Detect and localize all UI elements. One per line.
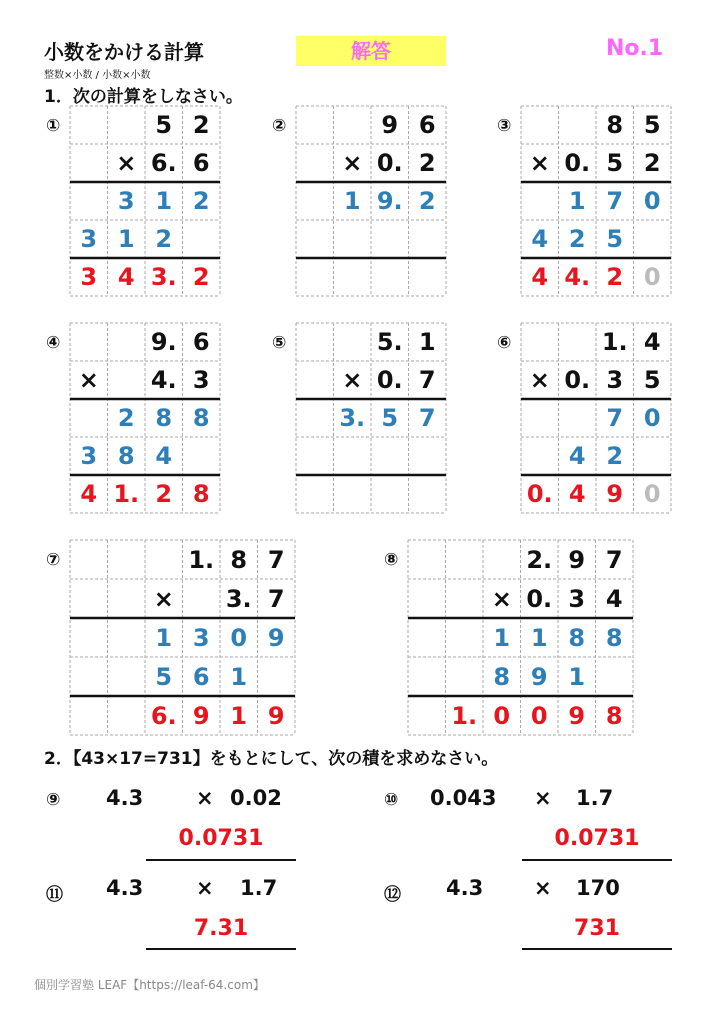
digit-cell: 5 — [643, 366, 661, 394]
derived-label: ⑩ — [384, 790, 399, 810]
digit-cell: 7 — [606, 404, 624, 432]
digit-cell: 0 — [530, 701, 548, 730]
digit-cell: 6 — [192, 149, 210, 177]
digit-cell: 1 — [568, 662, 586, 691]
digit-cell: 2 — [418, 187, 436, 215]
digit-cell: 4 — [643, 328, 661, 356]
digit-cell: 3. — [225, 584, 252, 613]
operand-a: 0.043 — [430, 786, 497, 810]
digit-cell: 5 — [606, 149, 624, 177]
digit-cell: 0 — [643, 263, 661, 291]
operand-a: 4.3 — [106, 876, 144, 900]
digit-cell: 1 — [230, 701, 248, 730]
section1-title: 1．次の計算をしなさい。 — [44, 87, 243, 107]
digit-cell: 0 — [643, 187, 661, 215]
derived-answer: 0.0731 — [178, 826, 264, 851]
digit-cell: 2 — [606, 263, 624, 291]
operand-b: 1.7 — [240, 876, 278, 900]
digit-cell: 2 — [155, 480, 173, 508]
digit-cell: 7 — [418, 404, 436, 432]
digit-cell: 3 — [80, 263, 98, 291]
page-subtitle: 整数×小数 / 小数×小数 — [44, 70, 151, 81]
derived-answer: 731 — [574, 916, 620, 941]
digit-cell: 0. — [564, 149, 591, 177]
digit-cell: 4. — [564, 263, 591, 291]
digit-cell: 2. — [526, 545, 553, 574]
problem-label: ① — [46, 116, 61, 136]
digit-cell: 9 — [267, 623, 285, 652]
digit-cell: 8 — [568, 623, 586, 652]
answer-badge: 解答 — [296, 36, 446, 66]
operand-a: 4.3 — [106, 786, 144, 810]
digit-cell: 3 — [192, 366, 210, 394]
digit-cell: 9 — [192, 701, 210, 730]
digit-cell: 6 — [192, 328, 210, 356]
digit-cell: 7 — [418, 366, 436, 394]
digit-cell: 7 — [267, 584, 285, 613]
operand-b: 170 — [576, 876, 620, 900]
page-title: 小数をかける計算 — [44, 40, 204, 64]
problem-label: ⑧ — [384, 550, 399, 570]
problem-label: ③ — [497, 116, 512, 136]
digit-cell: 6 — [418, 111, 436, 139]
digit-cell: 2 — [155, 225, 173, 253]
digit-cell: 7 — [605, 545, 623, 574]
times-sign: × — [342, 149, 363, 177]
digit-cell: 2 — [568, 225, 586, 253]
digit-cell: 0. — [376, 149, 403, 177]
digit-cell: 9 — [568, 545, 586, 574]
digit-cell: 4 — [531, 263, 549, 291]
digit-cell: 6. — [150, 701, 177, 730]
problem-label: ④ — [46, 333, 61, 353]
digit-cell: 3 — [80, 225, 98, 253]
digit-cell: 0 — [493, 701, 511, 730]
digit-cell: 4 — [80, 480, 98, 508]
digit-cell: 3 — [192, 623, 210, 652]
digit-cell: 3 — [568, 584, 586, 613]
derived-answer: 7.31 — [193, 916, 249, 941]
digit-cell: 2 — [192, 263, 210, 291]
digit-cell: 4 — [155, 442, 173, 470]
digit-cell: 0. — [376, 366, 403, 394]
derived-label: ⑨ — [46, 790, 61, 810]
digit-cell: 8 — [155, 404, 173, 432]
operand-b: 1.7 — [576, 786, 614, 810]
digit-cell: 2 — [117, 404, 135, 432]
digit-cell: 0 — [230, 623, 248, 652]
digit-cell: 9 — [530, 662, 548, 691]
digit-cell: 8 — [230, 545, 248, 574]
sheet-number: No.1 — [606, 36, 664, 61]
operand-a: 4.3 — [446, 876, 484, 900]
digit-cell: 1 — [155, 187, 173, 215]
problem-label: ⑥ — [497, 333, 512, 353]
times-sign: × — [196, 786, 214, 810]
digit-cell: 4 — [605, 584, 623, 613]
digit-cell: 5. — [376, 328, 403, 356]
digit-cell: 0. — [526, 480, 553, 508]
digit-cell: 1. — [113, 480, 140, 508]
digit-cell: 4 — [568, 480, 586, 508]
digit-cell: 7 — [606, 187, 624, 215]
digit-cell: 0. — [526, 584, 553, 613]
digit-cell: 0 — [643, 404, 661, 432]
digit-cell: 3. — [150, 263, 177, 291]
digit-cell: 1 — [530, 623, 548, 652]
digit-cell: 5 — [155, 662, 173, 691]
digit-cell: 3 — [80, 442, 98, 470]
digit-cell: 5 — [643, 111, 661, 139]
digit-cell: 9. — [150, 328, 177, 356]
footer-credit: 個別学習塾 LEAF【https://leaf-64.com】 — [34, 978, 265, 992]
digit-cell: 2 — [606, 442, 624, 470]
digit-cell: 4 — [531, 225, 549, 253]
digit-cell: 6 — [192, 662, 210, 691]
digit-cell: 5 — [155, 111, 173, 139]
digit-cell: 9 — [568, 701, 586, 730]
digit-cell: 2 — [192, 187, 210, 215]
times-sign: × — [529, 149, 550, 177]
digit-cell: 9 — [606, 480, 624, 508]
digit-cell: 1 — [493, 623, 511, 652]
digit-cell: 3. — [339, 404, 366, 432]
derived-answer: 0.0731 — [554, 826, 640, 851]
digit-cell: 8 — [117, 442, 135, 470]
digit-cell: 4 — [117, 263, 135, 291]
times-sign: × — [116, 149, 137, 177]
times-sign: × — [153, 584, 174, 613]
digit-cell: 5 — [606, 225, 624, 253]
operand-b: 0.02 — [230, 786, 282, 810]
digit-cell: 8 — [605, 623, 623, 652]
digit-cell: 1 — [568, 187, 586, 215]
digit-cell: 1 — [155, 623, 173, 652]
digit-cell: 8 — [192, 480, 210, 508]
digit-cell: 2 — [192, 111, 210, 139]
digit-cell: 5 — [381, 404, 399, 432]
times-sign: × — [342, 366, 363, 394]
derived-label: ⑪ — [46, 885, 63, 905]
digit-cell: 1. — [188, 545, 215, 574]
digit-cell: 8 — [606, 111, 624, 139]
problem-label: ⑤ — [272, 333, 287, 353]
times-sign: × — [529, 366, 550, 394]
digit-cell: 0. — [564, 366, 591, 394]
digit-cell: 6. — [150, 149, 177, 177]
digit-cell: 1. — [601, 328, 628, 356]
digit-cell: 8 — [605, 701, 623, 730]
digit-cell: 1 — [230, 662, 248, 691]
digit-cell: 2 — [418, 149, 436, 177]
digit-cell: 3 — [117, 187, 135, 215]
times-sign: × — [534, 786, 552, 810]
digit-cell: 8 — [493, 662, 511, 691]
digit-cell: 2 — [643, 149, 661, 177]
times-sign: × — [196, 876, 214, 900]
digit-cell: 9 — [267, 701, 285, 730]
digit-cell: 4. — [150, 366, 177, 394]
digit-cell: 9. — [376, 187, 403, 215]
times-sign: × — [534, 876, 552, 900]
digit-cell: 3 — [606, 366, 624, 394]
digit-cell: 1 — [117, 225, 135, 253]
digit-cell: 1. — [451, 701, 478, 730]
digit-cell: 8 — [192, 404, 210, 432]
problem-label: ⑦ — [46, 550, 61, 570]
digit-cell: 1 — [418, 328, 436, 356]
digit-cell: 7 — [267, 545, 285, 574]
digit-cell: 4 — [568, 442, 586, 470]
digit-cell: 1 — [343, 187, 361, 215]
digit-cell: 0 — [643, 480, 661, 508]
times-sign: × — [78, 366, 99, 394]
problem-label: ② — [272, 116, 287, 136]
section2-title: 2．【43×17=731】をもとにして、次の積を求めなさい。 — [44, 749, 499, 769]
times-sign: × — [491, 584, 512, 613]
digit-cell: 9 — [381, 111, 399, 139]
derived-label: ⑫ — [384, 885, 401, 905]
